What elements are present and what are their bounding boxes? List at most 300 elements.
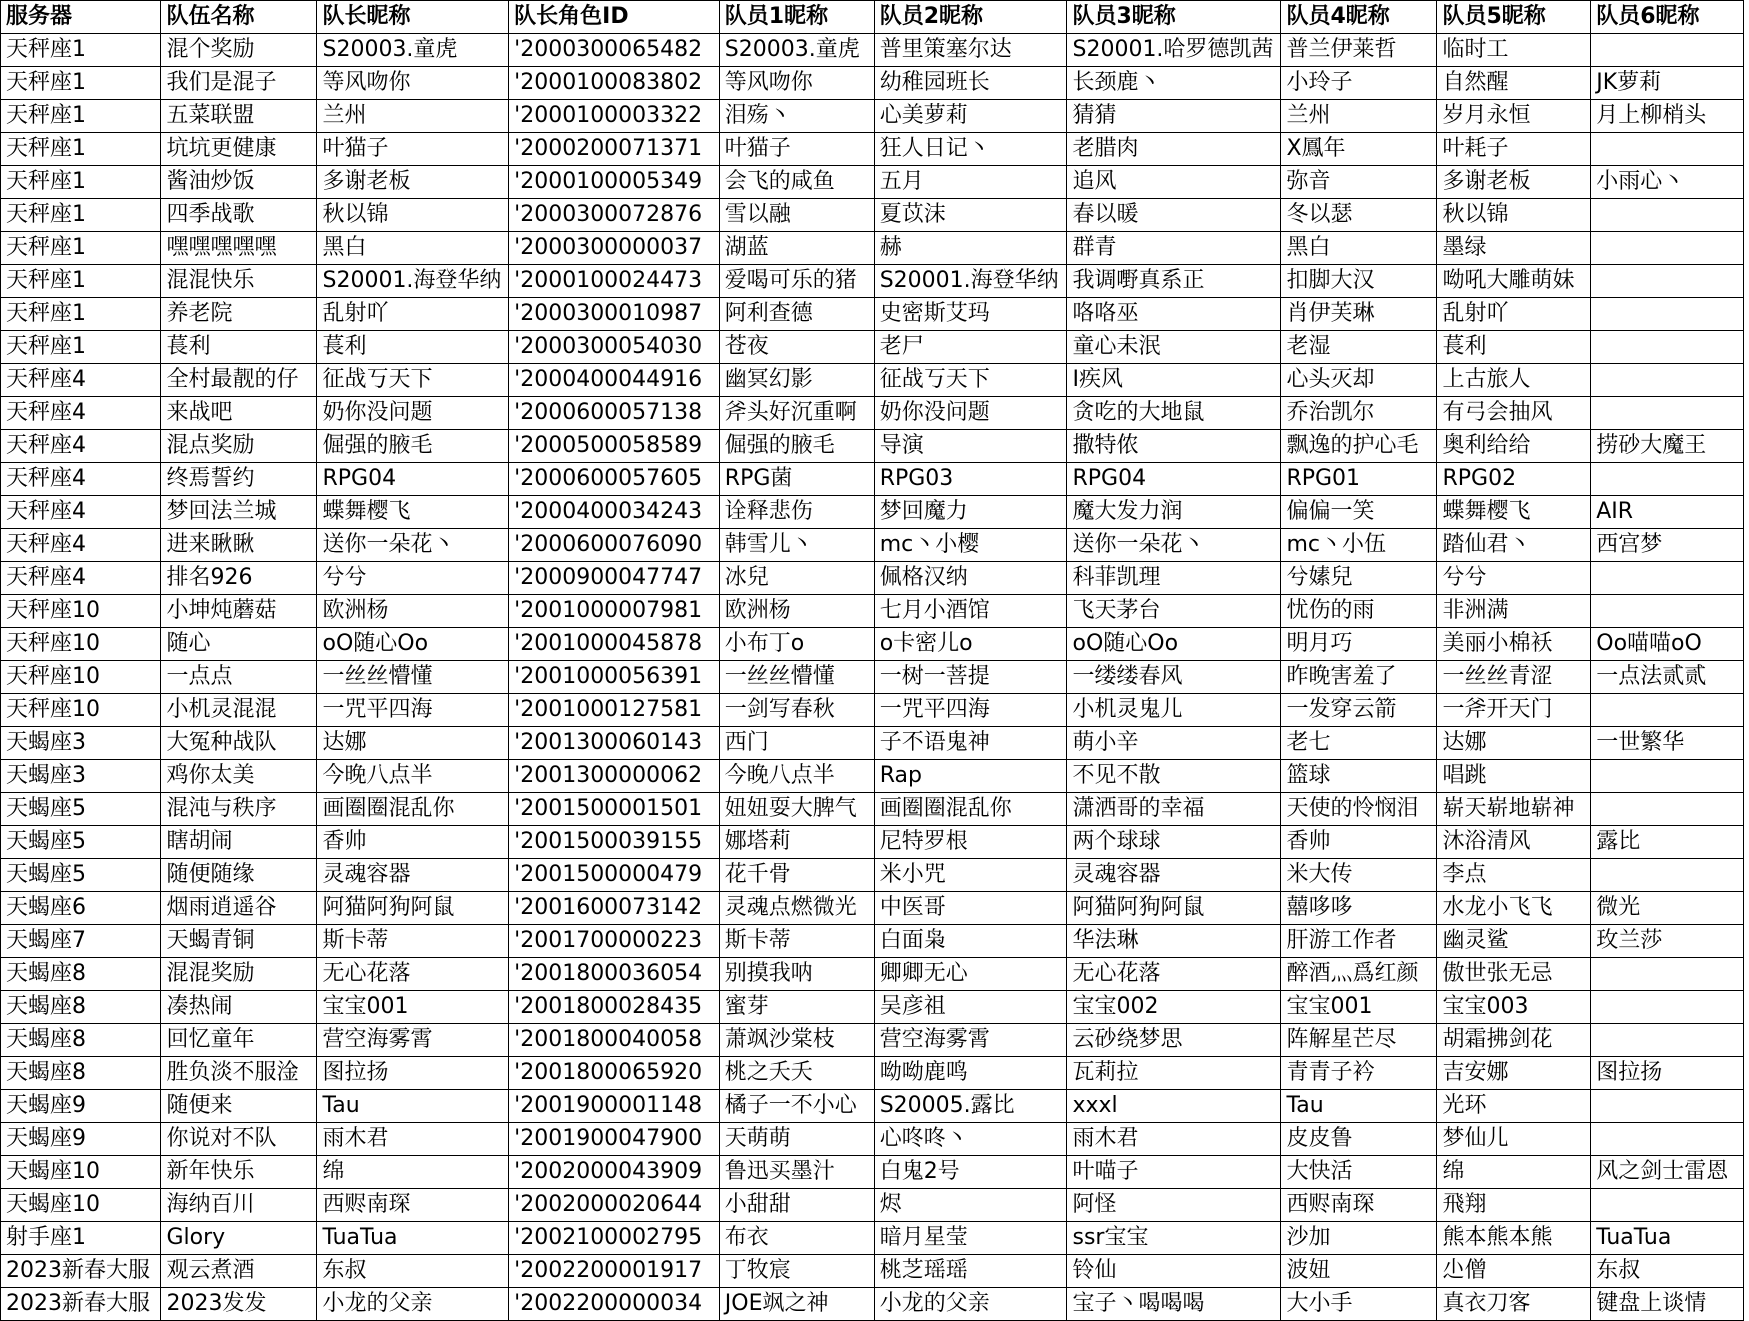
cell-member4-nickname[interactable]: 老七	[1281, 727, 1437, 760]
cell-server[interactable]: 天秤座4	[1, 430, 161, 463]
cell-server[interactable]: 2023新春大服	[1, 1255, 161, 1288]
cell-team-name[interactable]: 随心	[161, 628, 317, 661]
cell-member2-nickname[interactable]: 幼稚园班长	[874, 67, 1067, 100]
cell-captain-nickname[interactable]: RPG04	[317, 463, 509, 496]
cell-captain-nickname[interactable]: 秋以锦	[317, 199, 509, 232]
cell-captain-role-id[interactable]: '2000100083802	[509, 67, 720, 100]
cell-member2-nickname[interactable]: Rap	[874, 760, 1067, 793]
cell-captain-nickname[interactable]: Tau	[317, 1090, 509, 1123]
cell-member6-nickname[interactable]: 一点法贰贰	[1591, 661, 1744, 694]
cell-captain-nickname[interactable]: 兰州	[317, 100, 509, 133]
cell-member5-nickname[interactable]: 傲世张无忌	[1437, 958, 1591, 991]
cell-member2-nickname[interactable]: 吴彦祖	[874, 991, 1067, 1024]
cell-member6-nickname[interactable]: 一世繁华	[1591, 727, 1744, 760]
cell-captain-role-id[interactable]: '2000100003322	[509, 100, 720, 133]
cell-team-name[interactable]: 凑热闹	[161, 991, 317, 1024]
cell-member1-nickname[interactable]: 别摸我呐	[719, 958, 874, 991]
cell-member4-nickname[interactable]: 老湿	[1281, 331, 1437, 364]
cell-member6-nickname[interactable]: 风之剑士雷恩	[1591, 1156, 1744, 1189]
cell-member1-nickname[interactable]: 小甜甜	[719, 1189, 874, 1222]
cell-team-name[interactable]: Glory	[161, 1222, 317, 1255]
cell-member1-nickname[interactable]: 斧头好沉重啊	[719, 397, 874, 430]
cell-member5-nickname[interactable]: 沐浴清风	[1437, 826, 1591, 859]
cell-server[interactable]: 天秤座10	[1, 694, 161, 727]
cell-team-name[interactable]: 进来瞅瞅	[161, 529, 317, 562]
cell-captain-nickname[interactable]: 阿猫阿狗阿鼠	[317, 892, 509, 925]
cell-member4-nickname[interactable]: Tau	[1281, 1090, 1437, 1123]
cell-captain-nickname[interactable]: 倔强的腋毛	[317, 430, 509, 463]
cell-server[interactable]: 天蝎座3	[1, 760, 161, 793]
cell-member5-nickname[interactable]: 梦仙儿	[1437, 1123, 1591, 1156]
cell-member5-nickname[interactable]: 一丝丝青涩	[1437, 661, 1591, 694]
cell-member3-nickname[interactable]: 无心花落	[1067, 958, 1281, 991]
cell-member4-nickname[interactable]: 囍哆哆	[1281, 892, 1437, 925]
cell-member3-nickname[interactable]: S20001.哈罗德凯茜	[1067, 34, 1281, 67]
cell-member5-nickname[interactable]: 真衣刀客	[1437, 1288, 1591, 1321]
cell-member4-nickname[interactable]: 肝游工作者	[1281, 925, 1437, 958]
cell-member4-nickname[interactable]: 冬以瑟	[1281, 199, 1437, 232]
cell-member5-nickname[interactable]: 多谢老板	[1437, 166, 1591, 199]
cell-captain-nickname[interactable]: 无心花落	[317, 958, 509, 991]
cell-captain-role-id[interactable]: '2000300000037	[509, 232, 720, 265]
cell-captain-role-id[interactable]: '2000600057605	[509, 463, 720, 496]
cell-member6-nickname[interactable]: 西宫梦	[1591, 529, 1744, 562]
cell-member5-nickname[interactable]: 非洲满	[1437, 595, 1591, 628]
cell-captain-nickname[interactable]: 奶你没问题	[317, 397, 509, 430]
cell-captain-nickname[interactable]: 香帅	[317, 826, 509, 859]
cell-member4-nickname[interactable]: 阵解星芒尽	[1281, 1024, 1437, 1057]
cell-captain-nickname[interactable]: 萇利	[317, 331, 509, 364]
cell-member3-nickname[interactable]: ssr宝宝	[1067, 1222, 1281, 1255]
cell-member2-nickname[interactable]: 小龙的父亲	[874, 1288, 1067, 1321]
cell-server[interactable]: 天蝎座6	[1, 892, 161, 925]
cell-server[interactable]: 射手座1	[1, 1222, 161, 1255]
cell-member6-nickname[interactable]	[1591, 397, 1744, 430]
cell-member3-nickname[interactable]: oO随心Oo	[1067, 628, 1281, 661]
cell-member3-nickname[interactable]: 宝子丶喝喝喝	[1067, 1288, 1281, 1321]
cell-captain-nickname[interactable]: 雨木君	[317, 1123, 509, 1156]
cell-captain-role-id[interactable]: '2000400044916	[509, 364, 720, 397]
cell-member2-nickname[interactable]: 普里策塞尔达	[874, 34, 1067, 67]
cell-server[interactable]: 天秤座1	[1, 232, 161, 265]
cell-captain-role-id[interactable]: '2001500000479	[509, 859, 720, 892]
cell-captain-role-id[interactable]: '2000300054030	[509, 331, 720, 364]
cell-member5-nickname[interactable]: 飛翔	[1437, 1189, 1591, 1222]
cell-member4-nickname[interactable]: 一发穿云箭	[1281, 694, 1437, 727]
cell-member5-nickname[interactable]: 岁月永恒	[1437, 100, 1591, 133]
cell-member4-nickname[interactable]: 忧伤的雨	[1281, 595, 1437, 628]
cell-server[interactable]: 天秤座1	[1, 331, 161, 364]
cell-member1-nickname[interactable]: 湖蓝	[719, 232, 874, 265]
cell-member3-nickname[interactable]: 老腊肉	[1067, 133, 1281, 166]
cell-team-name[interactable]: 四季战歌	[161, 199, 317, 232]
cell-member5-nickname[interactable]: 美丽小棉袄	[1437, 628, 1591, 661]
cell-member4-nickname[interactable]: 大小手	[1281, 1288, 1437, 1321]
cell-server[interactable]: 天蝎座8	[1, 1024, 161, 1057]
cell-captain-nickname[interactable]: 兮兮	[317, 562, 509, 595]
cell-server[interactable]: 天蝎座5	[1, 793, 161, 826]
cell-member5-nickname[interactable]: 蝶舞樱飞	[1437, 496, 1591, 529]
cell-captain-nickname[interactable]: 西赆南琛	[317, 1189, 509, 1222]
cell-member4-nickname[interactable]: 米大传	[1281, 859, 1437, 892]
cell-member4-nickname[interactable]: 兰州	[1281, 100, 1437, 133]
cell-member4-nickname[interactable]: 明月巧	[1281, 628, 1437, 661]
column-header-server[interactable]: 服务器	[1, 1, 161, 34]
cell-member3-nickname[interactable]: 灵魂容器	[1067, 859, 1281, 892]
cell-member6-nickname[interactable]: 月上柳梢头	[1591, 100, 1744, 133]
cell-member6-nickname[interactable]	[1591, 463, 1744, 496]
cell-member4-nickname[interactable]: 扣脚大汉	[1281, 265, 1437, 298]
cell-captain-nickname[interactable]: 多谢老板	[317, 166, 509, 199]
cell-server[interactable]: 2023新春大服	[1, 1288, 161, 1321]
cell-captain-nickname[interactable]: 东叔	[317, 1255, 509, 1288]
cell-captain-role-id[interactable]: '2000500058589	[509, 430, 720, 463]
cell-server[interactable]: 天蝎座8	[1, 1057, 161, 1090]
cell-member1-nickname[interactable]: 欧洲杨	[719, 595, 874, 628]
cell-member1-nickname[interactable]: 苍夜	[719, 331, 874, 364]
cell-member3-nickname[interactable]: 不见不散	[1067, 760, 1281, 793]
cell-member4-nickname[interactable]: 宝宝001	[1281, 991, 1437, 1024]
column-header-member1-nickname[interactable]: 队员1昵称	[719, 1, 874, 34]
cell-member1-nickname[interactable]: 丁牧宸	[719, 1255, 874, 1288]
cell-server[interactable]: 天秤座10	[1, 661, 161, 694]
cell-captain-role-id[interactable]: '2002200001917	[509, 1255, 720, 1288]
cell-team-name[interactable]: 梦回法兰城	[161, 496, 317, 529]
cell-captain-nickname[interactable]: 乱射吖	[317, 298, 509, 331]
cell-captain-nickname[interactable]: 绵	[317, 1156, 509, 1189]
cell-member3-nickname[interactable]: 童心未泯	[1067, 331, 1281, 364]
cell-captain-nickname[interactable]: 叶猫子	[317, 133, 509, 166]
cell-server[interactable]: 天秤座1	[1, 34, 161, 67]
cell-team-name[interactable]: 观云煮酒	[161, 1255, 317, 1288]
cell-captain-role-id[interactable]: '2000300072876	[509, 199, 720, 232]
cell-member1-nickname[interactable]: 萧飒沙棠枝	[719, 1024, 874, 1057]
cell-member2-nickname[interactable]: RPG03	[874, 463, 1067, 496]
cell-member4-nickname[interactable]: 肖伊芙琳	[1281, 298, 1437, 331]
cell-server[interactable]: 天秤座1	[1, 67, 161, 100]
cell-server[interactable]: 天秤座4	[1, 397, 161, 430]
cell-member3-nickname[interactable]: 撒特侬	[1067, 430, 1281, 463]
cell-captain-role-id[interactable]: '2001000007981	[509, 595, 720, 628]
cell-member2-nickname[interactable]: 史密斯艾玛	[874, 298, 1067, 331]
cell-member6-nickname[interactable]: AIR	[1591, 496, 1744, 529]
cell-member1-nickname[interactable]: 橘子一不小心	[719, 1090, 874, 1123]
cell-member3-nickname[interactable]: 猜猜	[1067, 100, 1281, 133]
cell-member1-nickname[interactable]: 娜塔莉	[719, 826, 874, 859]
cell-team-name[interactable]: 酱油炒饭	[161, 166, 317, 199]
cell-member1-nickname[interactable]: 韩雪儿丶	[719, 529, 874, 562]
column-header-member6-nickname[interactable]: 队员6昵称	[1591, 1, 1744, 34]
cell-captain-nickname[interactable]: 一咒平四海	[317, 694, 509, 727]
cell-captain-nickname[interactable]: 一丝丝懵懂	[317, 661, 509, 694]
cell-member5-nickname[interactable]: 尐僧	[1437, 1255, 1591, 1288]
cell-member5-nickname[interactable]: 自然醒	[1437, 67, 1591, 100]
cell-member4-nickname[interactable]: 西赆南琛	[1281, 1189, 1437, 1222]
cell-member4-nickname[interactable]: 飘逸的护心毛	[1281, 430, 1437, 463]
cell-team-name[interactable]: 小机灵混混	[161, 694, 317, 727]
cell-captain-nickname[interactable]: S20001.海登华纳	[317, 265, 509, 298]
cell-team-name[interactable]: 一点点	[161, 661, 317, 694]
cell-member1-nickname[interactable]: 会飞的咸鱼	[719, 166, 874, 199]
cell-member6-nickname[interactable]	[1591, 793, 1744, 826]
cell-captain-role-id[interactable]: '2001800040058	[509, 1024, 720, 1057]
cell-team-name[interactable]: 烟雨逍遥谷	[161, 892, 317, 925]
cell-team-name[interactable]: 随便随缘	[161, 859, 317, 892]
cell-member4-nickname[interactable]: 昨晚害羞了	[1281, 661, 1437, 694]
cell-captain-nickname[interactable]: 图拉扬	[317, 1057, 509, 1090]
cell-captain-role-id[interactable]: '2000600076090	[509, 529, 720, 562]
cell-server[interactable]: 天蝎座8	[1, 991, 161, 1024]
cell-member2-nickname[interactable]: 赫	[874, 232, 1067, 265]
cell-member3-nickname[interactable]: 长颈鹿丶	[1067, 67, 1281, 100]
cell-member1-nickname[interactable]: 幽冥幻影	[719, 364, 874, 397]
cell-captain-role-id[interactable]: '2001800065920	[509, 1057, 720, 1090]
cell-member2-nickname[interactable]: 心美萝莉	[874, 100, 1067, 133]
cell-member3-nickname[interactable]: 春以暖	[1067, 199, 1281, 232]
cell-captain-role-id[interactable]: '2001800036054	[509, 958, 720, 991]
cell-member5-nickname[interactable]: 兮兮	[1437, 562, 1591, 595]
cell-member6-nickname[interactable]	[1591, 232, 1744, 265]
cell-member1-nickname[interactable]: 小布丁o	[719, 628, 874, 661]
cell-server[interactable]: 天秤座4	[1, 463, 161, 496]
cell-captain-nickname[interactable]: 灵魂容器	[317, 859, 509, 892]
cell-member1-nickname[interactable]: 今晚八点半	[719, 760, 874, 793]
cell-member6-nickname[interactable]	[1591, 364, 1744, 397]
cell-captain-role-id[interactable]: '2000200071371	[509, 133, 720, 166]
cell-member2-nickname[interactable]: 一树一菩提	[874, 661, 1067, 694]
cell-member5-nickname[interactable]: 踏仙君丶	[1437, 529, 1591, 562]
cell-captain-nickname[interactable]: 画圈圈混乱你	[317, 793, 509, 826]
cell-captain-nickname[interactable]: 营空海雾霄	[317, 1024, 509, 1057]
cell-captain-nickname[interactable]: 黑白	[317, 232, 509, 265]
cell-server[interactable]: 天秤座1	[1, 265, 161, 298]
cell-member6-nickname[interactable]	[1591, 199, 1744, 232]
cell-member5-nickname[interactable]: 幽灵鲨	[1437, 925, 1591, 958]
cell-member6-nickname[interactable]	[1591, 331, 1744, 364]
cell-member6-nickname[interactable]	[1591, 859, 1744, 892]
cell-captain-role-id[interactable]: '2002000020644	[509, 1189, 720, 1222]
cell-member4-nickname[interactable]: 兮嫊兒	[1281, 562, 1437, 595]
column-header-member2-nickname[interactable]: 队员2昵称	[874, 1, 1067, 34]
cell-member3-nickname[interactable]: 萌小辛	[1067, 727, 1281, 760]
cell-captain-nickname[interactable]: 宝宝001	[317, 991, 509, 1024]
cell-member1-nickname[interactable]: 灵魂点燃微光	[719, 892, 874, 925]
cell-member4-nickname[interactable]: 大快活	[1281, 1156, 1437, 1189]
cell-member3-nickname[interactable]: RPG04	[1067, 463, 1281, 496]
cell-member1-nickname[interactable]: 一剑写春秋	[719, 694, 874, 727]
cell-member5-nickname[interactable]: 秋以锦	[1437, 199, 1591, 232]
cell-member5-nickname[interactable]: 吉安娜	[1437, 1057, 1591, 1090]
cell-captain-nickname[interactable]: 蝶舞樱飞	[317, 496, 509, 529]
cell-member3-nickname[interactable]: 小机灵鬼儿	[1067, 694, 1281, 727]
cell-server[interactable]: 天秤座4	[1, 496, 161, 529]
cell-server[interactable]: 天蝎座5	[1, 826, 161, 859]
cell-member6-nickname[interactable]	[1591, 760, 1744, 793]
cell-member1-nickname[interactable]: 布衣	[719, 1222, 874, 1255]
cell-member1-nickname[interactable]: 天萌萌	[719, 1123, 874, 1156]
cell-captain-role-id[interactable]: '2001700000223	[509, 925, 720, 958]
cell-server[interactable]: 天蝎座8	[1, 958, 161, 991]
cell-member6-nickname[interactable]: 微光	[1591, 892, 1744, 925]
cell-member3-nickname[interactable]: 潇洒哥的幸福	[1067, 793, 1281, 826]
cell-member4-nickname[interactable]: 乔治凯尔	[1281, 397, 1437, 430]
cell-captain-nickname[interactable]: 小龙的父亲	[317, 1288, 509, 1321]
cell-member1-nickname[interactable]: 斯卡蒂	[719, 925, 874, 958]
cell-server[interactable]: 天秤座1	[1, 133, 161, 166]
cell-member5-nickname[interactable]: 叶耗子	[1437, 133, 1591, 166]
cell-member3-nickname[interactable]: 追风	[1067, 166, 1281, 199]
cell-team-name[interactable]: 鸡你太美	[161, 760, 317, 793]
cell-member4-nickname[interactable]: X鳳年	[1281, 133, 1437, 166]
cell-captain-role-id[interactable]: '2001500001501	[509, 793, 720, 826]
cell-captain-role-id[interactable]: '2001900001148	[509, 1090, 720, 1123]
column-header-member3-nickname[interactable]: 队员3昵称	[1067, 1, 1281, 34]
cell-captain-nickname[interactable]: 送你一朵花丶	[317, 529, 509, 562]
cell-member5-nickname[interactable]: 有弓会抽风	[1437, 397, 1591, 430]
cell-member2-nickname[interactable]: 狂人日记丶	[874, 133, 1067, 166]
cell-member2-nickname[interactable]: 奶你没问题	[874, 397, 1067, 430]
cell-member2-nickname[interactable]: 呦呦鹿鸣	[874, 1057, 1067, 1090]
cell-member3-nickname[interactable]: 瓦莉拉	[1067, 1057, 1281, 1090]
cell-member2-nickname[interactable]: 夏苡沫	[874, 199, 1067, 232]
cell-captain-role-id[interactable]: '2001600073142	[509, 892, 720, 925]
cell-member6-nickname[interactable]	[1591, 265, 1744, 298]
cell-member1-nickname[interactable]: 泪殇丶	[719, 100, 874, 133]
cell-member5-nickname[interactable]: 绵	[1437, 1156, 1591, 1189]
cell-captain-role-id[interactable]: '2000300010987	[509, 298, 720, 331]
column-header-captain-role-id[interactable]: 队长角色ID	[509, 1, 720, 34]
cell-member1-nickname[interactable]: 一丝丝懵懂	[719, 661, 874, 694]
cell-captain-nickname[interactable]: TuaTua	[317, 1222, 509, 1255]
cell-member6-nickname[interactable]: 小雨心丶	[1591, 166, 1744, 199]
cell-team-name[interactable]: 坑坑更健康	[161, 133, 317, 166]
cell-member4-nickname[interactable]: 篮球	[1281, 760, 1437, 793]
cell-team-name[interactable]: 五菜联盟	[161, 100, 317, 133]
cell-member2-nickname[interactable]: S20001.海登华纳	[874, 265, 1067, 298]
cell-captain-role-id[interactable]: '2002200000034	[509, 1288, 720, 1321]
cell-member6-nickname[interactable]: 露比	[1591, 826, 1744, 859]
cell-member3-nickname[interactable]: 阿猫阿狗阿鼠	[1067, 892, 1281, 925]
column-header-member4-nickname[interactable]: 队员4昵称	[1281, 1, 1437, 34]
cell-team-name[interactable]: 胜负淡不服淦	[161, 1057, 317, 1090]
cell-member4-nickname[interactable]: 醉酒灬爲红颜	[1281, 958, 1437, 991]
cell-captain-nickname[interactable]: 等风吻你	[317, 67, 509, 100]
cell-member3-nickname[interactable]: 阿怪	[1067, 1189, 1281, 1222]
cell-member3-nickname[interactable]: 贪吃的大地鼠	[1067, 397, 1281, 430]
cell-member3-nickname[interactable]: 我调嘢真系正	[1067, 265, 1281, 298]
column-header-team-name[interactable]: 队伍名称	[161, 1, 317, 34]
cell-member2-nickname[interactable]: 白鬼2号	[874, 1156, 1067, 1189]
cell-captain-nickname[interactable]: S20003.童虎	[317, 34, 509, 67]
cell-member2-nickname[interactable]: 米小咒	[874, 859, 1067, 892]
cell-member2-nickname[interactable]: S20005.露比	[874, 1090, 1067, 1123]
cell-server[interactable]: 天秤座10	[1, 595, 161, 628]
cell-member6-nickname[interactable]	[1591, 991, 1744, 1024]
cell-member5-nickname[interactable]: 光环	[1437, 1090, 1591, 1123]
cell-member6-nickname[interactable]	[1591, 1024, 1744, 1057]
cell-member6-nickname[interactable]: 图拉扬	[1591, 1057, 1744, 1090]
cell-captain-role-id[interactable]: '2002000043909	[509, 1156, 720, 1189]
cell-member2-nickname[interactable]: 五月	[874, 166, 1067, 199]
cell-team-name[interactable]: 全村最靓的仔	[161, 364, 317, 397]
cell-team-name[interactable]: 你说对不队	[161, 1123, 317, 1156]
cell-captain-nickname[interactable]: oO随心Oo	[317, 628, 509, 661]
cell-member4-nickname[interactable]: 天使的怜悯泪	[1281, 793, 1437, 826]
cell-member3-nickname[interactable]: 宝宝002	[1067, 991, 1281, 1024]
cell-server[interactable]: 天蝎座9	[1, 1090, 161, 1123]
cell-member2-nickname[interactable]: 心咚咚丶	[874, 1123, 1067, 1156]
cell-member1-nickname[interactable]: 西门	[719, 727, 874, 760]
cell-member6-nickname[interactable]	[1591, 1189, 1744, 1222]
cell-member2-nickname[interactable]: 一咒平四海	[874, 694, 1067, 727]
cell-member3-nickname[interactable]: 华法琳	[1067, 925, 1281, 958]
column-header-member5-nickname[interactable]: 队员5昵称	[1437, 1, 1591, 34]
cell-captain-role-id[interactable]: '2000100005349	[509, 166, 720, 199]
cell-member5-nickname[interactable]: 乱射吖	[1437, 298, 1591, 331]
cell-member4-nickname[interactable]: 沙加	[1281, 1222, 1437, 1255]
cell-member2-nickname[interactable]: 尼特罗根	[874, 826, 1067, 859]
cell-captain-role-id[interactable]: '2000300065482	[509, 34, 720, 67]
cell-member6-nickname[interactable]	[1591, 958, 1744, 991]
cell-member4-nickname[interactable]: 黑白	[1281, 232, 1437, 265]
cell-member1-nickname[interactable]: 花千骨	[719, 859, 874, 892]
cell-member1-nickname[interactable]: RPG菌	[719, 463, 874, 496]
cell-member4-nickname[interactable]: 香帅	[1281, 826, 1437, 859]
cell-member2-nickname[interactable]: 导演	[874, 430, 1067, 463]
cell-member6-nickname[interactable]: Oo喵喵oO	[1591, 628, 1744, 661]
cell-member3-nickname[interactable]: 群青	[1067, 232, 1281, 265]
cell-member6-nickname[interactable]	[1591, 1090, 1744, 1123]
cell-member4-nickname[interactable]: 偏偏一笑	[1281, 496, 1437, 529]
cell-member3-nickname[interactable]: 铃仙	[1067, 1255, 1281, 1288]
cell-member4-nickname[interactable]: RPG01	[1281, 463, 1437, 496]
cell-server[interactable]: 天秤座1	[1, 199, 161, 232]
cell-server[interactable]: 天秤座4	[1, 529, 161, 562]
cell-captain-role-id[interactable]: '2001000045878	[509, 628, 720, 661]
cell-server[interactable]: 天蝎座10	[1, 1189, 161, 1222]
cell-team-name[interactable]: 大冤种战队	[161, 727, 317, 760]
cell-captain-nickname[interactable]: 征战丂天下	[317, 364, 509, 397]
cell-captain-role-id[interactable]: '2001500039155	[509, 826, 720, 859]
cell-server[interactable]: 天秤座1	[1, 298, 161, 331]
cell-team-name[interactable]: 混沌与秩序	[161, 793, 317, 826]
cell-member1-nickname[interactable]: 倔强的腋毛	[719, 430, 874, 463]
cell-member5-nickname[interactable]: 上古旅人	[1437, 364, 1591, 397]
cell-member5-nickname[interactable]: 一斧开天门	[1437, 694, 1591, 727]
cell-member4-nickname[interactable]: 弥音	[1281, 166, 1437, 199]
cell-captain-nickname[interactable]: 欧洲杨	[317, 595, 509, 628]
cell-member3-nickname[interactable]: 送你一朵花丶	[1067, 529, 1281, 562]
cell-team-name[interactable]: 混个奖励	[161, 34, 317, 67]
cell-member2-nickname[interactable]: 征战丂天下	[874, 364, 1067, 397]
cell-member6-nickname[interactable]: 玫兰莎	[1591, 925, 1744, 958]
cell-member3-nickname[interactable]: I疾风	[1067, 364, 1281, 397]
cell-server[interactable]: 天蝎座10	[1, 1156, 161, 1189]
cell-server[interactable]: 天秤座4	[1, 364, 161, 397]
cell-member2-nickname[interactable]: 桃芝瑶瑶	[874, 1255, 1067, 1288]
cell-member1-nickname[interactable]: 冰兒	[719, 562, 874, 595]
cell-member4-nickname[interactable]: 小玲子	[1281, 67, 1437, 100]
cell-member6-nickname[interactable]	[1591, 562, 1744, 595]
cell-captain-role-id[interactable]: '2002100002795	[509, 1222, 720, 1255]
cell-captain-role-id[interactable]: '2000400034243	[509, 496, 720, 529]
cell-team-name[interactable]: 2023发发	[161, 1288, 317, 1321]
cell-member2-nickname[interactable]: 老尸	[874, 331, 1067, 364]
cell-server[interactable]: 天秤座1	[1, 100, 161, 133]
cell-member5-nickname[interactable]: RPG02	[1437, 463, 1591, 496]
cell-member3-nickname[interactable]: 两个球球	[1067, 826, 1281, 859]
cell-member3-nickname[interactable]: 魔大发力润	[1067, 496, 1281, 529]
